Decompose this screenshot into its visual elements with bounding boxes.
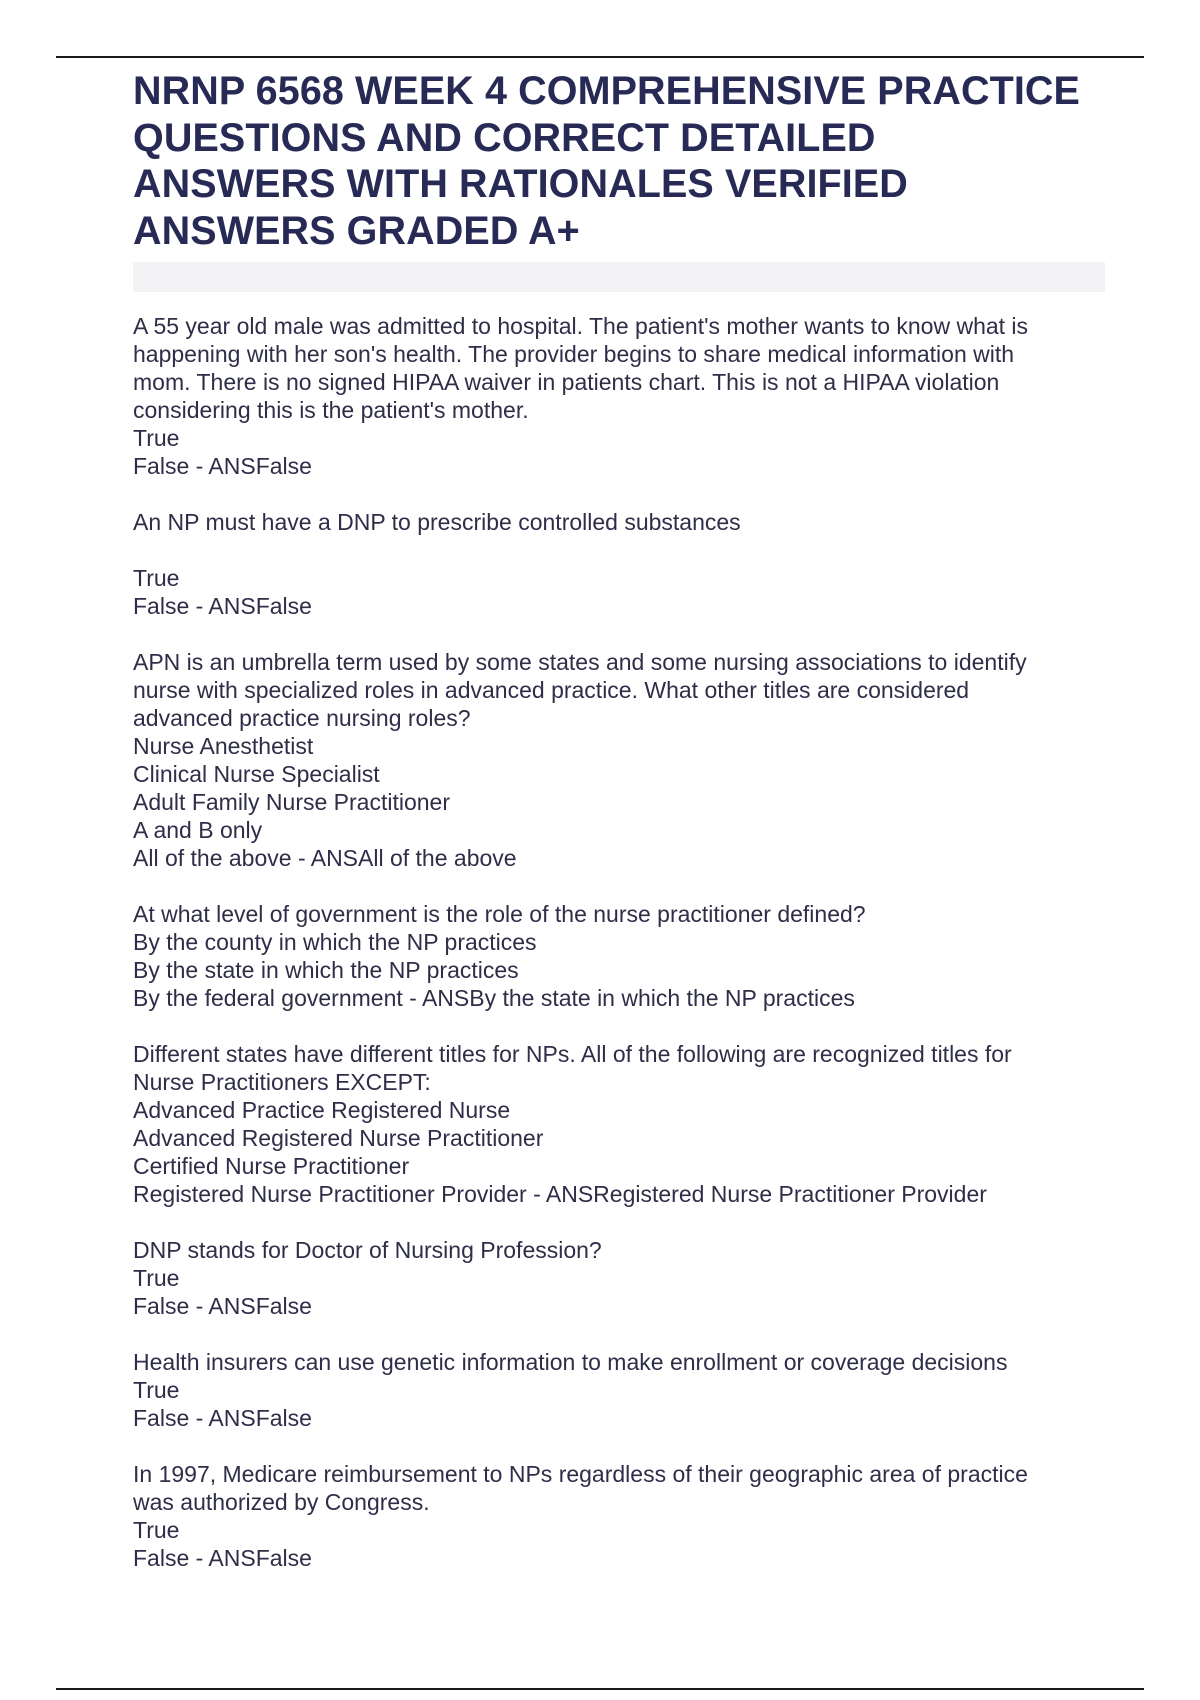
answer-option: Advanced Practice Registered Nurse (133, 1097, 511, 1123)
question-item (133, 648, 1113, 872)
question-item (133, 1236, 1113, 1320)
question-item (133, 900, 1113, 1012)
question-item (133, 1460, 1113, 1572)
question-item (133, 312, 1113, 480)
answer-option: True (133, 1517, 180, 1543)
question-stem-line: Different states have different titles for NPs. All of the following are recognized titles for (133, 1041, 1012, 1067)
document-title (133, 68, 1105, 254)
answer-option: True (133, 425, 180, 451)
title-line: ANSWERS GRADED A+ (133, 208, 580, 253)
answer-option: False - ANSFalse (133, 1545, 312, 1571)
answer-option: Certified Nurse Practitioner (133, 1153, 410, 1179)
question-stem-line: A 55 year old male was admitted to hospital. The patient's mother wants to know what is (133, 313, 1029, 339)
answer-option: By the state in which the NP practices (133, 957, 519, 983)
question-item (133, 508, 1113, 620)
answer-option: False - ANSFalse (133, 593, 312, 619)
blank-line (133, 536, 1113, 564)
question-list (133, 312, 1113, 1600)
answer-option: False - ANSFalse (133, 453, 312, 479)
question-stem-line: considering this is the patient's mother. (133, 397, 529, 423)
question-stem-line: advanced practice nursing roles? (133, 705, 471, 731)
answer-option: Clinical Nurse Specialist (133, 761, 380, 787)
title-underline-band (133, 262, 1105, 292)
answer-option: All of the above - ANSAll of the above (133, 845, 517, 871)
question-item (133, 1348, 1113, 1432)
question-stem-line: Nurse Practitioners EXCEPT: (133, 1069, 431, 1095)
question-stem-line: happening with her son's health. The provider begins to share medical information with (133, 341, 1015, 367)
answer-option: Registered Nurse Practitioner Provider - ANSRegistered Nurse Practitioner Provider (133, 1181, 987, 1207)
answer-option: Nurse Anesthetist (133, 733, 314, 759)
answer-option: False - ANSFalse (133, 1405, 312, 1431)
question-stem-line: An NP must have a DNP to prescribe controlled substances (133, 509, 741, 535)
answer-option: A and B only (133, 817, 263, 843)
answer-option: By the county in which the NP practices (133, 929, 537, 955)
answer-option: Adult Family Nurse Practitioner (133, 789, 450, 815)
question-stem-line: Health insurers can use genetic information to make enrollment or coverage decisions (133, 1349, 1008, 1375)
answer-option: False - ANSFalse (133, 1293, 312, 1319)
document-header (133, 68, 1105, 292)
top-rule (56, 56, 1144, 58)
question-stem-line: APN is an umbrella term used by some states and some nursing associations to identify (133, 649, 1027, 675)
answer-option: True (133, 1265, 180, 1291)
title-line: NRNP 6568 WEEK 4 COMPREHENSIVE PRACTICE (133, 69, 1081, 113)
question-stem-line: In 1997, Medicare reimbursement to NPs regardless of their geographic area of practice (133, 1461, 1028, 1487)
bottom-rule (56, 1688, 1144, 1690)
question-stem-line: nurse with specialized roles in advanced practice. What other titles are considered (133, 677, 970, 703)
question-item (133, 1040, 1113, 1208)
question-stem-line: was authorized by Congress. (133, 1489, 430, 1515)
title-line: QUESTIONS AND CORRECT DETAILED (133, 115, 876, 160)
question-stem-line: At what level of government is the role of the nurse practitioner defined? (133, 901, 866, 927)
title-line: ANSWERS WITH RATIONALES VERIFIED (133, 162, 908, 206)
question-stem-line: DNP stands for Doctor of Nursing Profession? (133, 1237, 602, 1263)
answer-option: True (133, 1377, 180, 1403)
answer-option: True (133, 565, 180, 591)
answer-option: Advanced Registered Nurse Practitioner (133, 1125, 544, 1151)
answer-option: By the federal government - ANSBy the state in which the NP practices (133, 985, 855, 1011)
question-stem-line: mom. There is no signed HIPAA waiver in patients chart. This is not a HIPAA violation (133, 369, 1000, 395)
